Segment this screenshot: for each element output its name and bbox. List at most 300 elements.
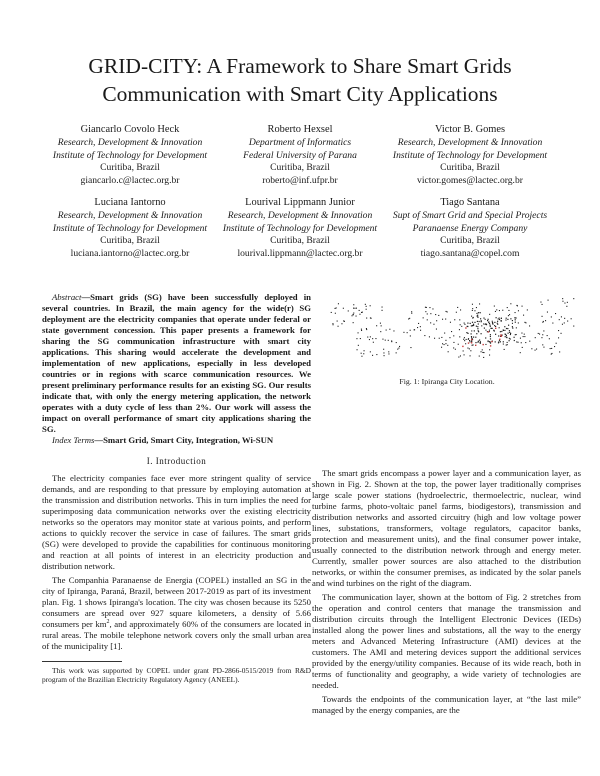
map-point [441, 337, 442, 338]
map-point [497, 324, 498, 325]
map-point [475, 337, 476, 338]
map-point [410, 335, 411, 336]
map-point [488, 322, 489, 323]
map-point [507, 328, 508, 329]
map-point [468, 339, 469, 340]
map-point [470, 341, 471, 342]
map-point [472, 322, 473, 323]
map-point [447, 345, 448, 346]
map-point [501, 331, 502, 332]
map-point [363, 353, 364, 354]
map-point [489, 341, 490, 342]
map-point [482, 352, 483, 353]
map-point [335, 308, 336, 309]
map-point [332, 323, 333, 324]
map-point [473, 344, 474, 345]
map-point [510, 334, 511, 335]
map-point [372, 355, 373, 356]
map-point [543, 347, 544, 348]
map-point [559, 319, 560, 320]
map-point [382, 307, 383, 308]
map-point [514, 337, 515, 338]
map-point [348, 310, 349, 311]
map-point [554, 346, 555, 347]
author-email: roberto@inf.ufpr.br [262, 174, 338, 186]
map-point [480, 318, 481, 319]
map-point [561, 316, 562, 317]
map-point [459, 319, 460, 320]
map-point [362, 312, 363, 313]
map-point [388, 340, 389, 341]
map-point [567, 321, 568, 322]
map-point [380, 323, 381, 324]
map-point [481, 351, 482, 352]
map-point [500, 341, 501, 342]
map-point [473, 324, 474, 325]
map-point [503, 341, 504, 342]
map-highlight-point [501, 336, 502, 337]
map-point [478, 341, 479, 342]
map-point [541, 337, 542, 338]
map-point [376, 325, 377, 326]
map-point [427, 319, 428, 320]
author-city: Curitiba, Brazil [440, 235, 500, 247]
map-point [477, 317, 478, 318]
map-point [353, 314, 354, 315]
map-point [478, 323, 479, 324]
map-point [522, 347, 523, 348]
map-point [509, 340, 510, 341]
map-point [495, 311, 496, 312]
map-point [434, 338, 435, 339]
map-point [518, 310, 519, 311]
map-point [515, 317, 516, 318]
map-highlight-point [483, 344, 484, 345]
map-point [515, 322, 516, 323]
map-point [499, 327, 500, 328]
map-point [485, 344, 486, 345]
map-point [467, 333, 468, 334]
map-highlight-point [490, 345, 491, 346]
map-point [481, 321, 482, 322]
figure-1-caption: Fig. 1: Ipiranga City Location. [399, 377, 495, 386]
map-point [459, 329, 460, 330]
map-point [485, 319, 486, 320]
map-point [542, 316, 543, 317]
map-point [360, 338, 361, 339]
map-point [543, 321, 544, 322]
map-point [551, 316, 552, 317]
intro-p2-text: The Companhia Paranaense de Energia (COPEL) installed an SG in the city of Ipiranga, Paraná, Brazil, between 2017-2019 as part of its investment plan. Fig. 1 shows Ipiranga's location. The city was chosen because its 5250 consumers are spread over 927 square kilometers, a density of 5.66 consumers per km [42, 575, 311, 629]
map-point [539, 334, 540, 335]
map-point [508, 325, 509, 326]
map-highlight-point [500, 334, 501, 335]
map-point [545, 320, 546, 321]
map-point [382, 339, 383, 340]
map-point [497, 321, 498, 322]
map-point [490, 336, 491, 337]
map-point [364, 350, 365, 351]
map-point [564, 322, 565, 323]
map-point [366, 309, 367, 310]
map-point [542, 304, 543, 305]
map-point [356, 308, 357, 309]
map-point [490, 325, 491, 326]
map-point [464, 340, 465, 341]
author-city: Curitiba, Brazil [440, 162, 500, 174]
map-point [556, 343, 557, 344]
map-point [375, 338, 376, 339]
map-point [376, 354, 377, 355]
map-point [469, 348, 470, 349]
map-point [501, 318, 502, 319]
map-point [477, 326, 478, 327]
map-point [547, 335, 548, 336]
map-point [479, 303, 480, 304]
map-point [370, 336, 371, 337]
map-point [361, 353, 362, 354]
map-point [420, 326, 421, 327]
author-affiliation: Research, Development & Innovation [227, 210, 373, 222]
map-point [523, 336, 524, 337]
map-point [490, 326, 491, 327]
map-point [372, 338, 373, 339]
author-institution: Institute of Technology for Development [52, 149, 208, 161]
map-point [489, 330, 490, 331]
map-point [480, 343, 481, 344]
map-point [483, 323, 484, 324]
map-point [442, 319, 443, 320]
map-point [470, 350, 471, 351]
map-point [540, 302, 541, 303]
abstract [42, 292, 311, 435]
map-point [481, 333, 482, 334]
index-terms-text: —Smart Grid, Smart City, Integration, Wi-SUN [94, 435, 274, 445]
map-point [418, 323, 419, 324]
map-point [520, 352, 521, 353]
map-point [358, 345, 359, 346]
map-point [510, 318, 511, 319]
map-point [515, 312, 516, 313]
map-point [498, 341, 499, 342]
map-point [490, 334, 491, 335]
map-point [458, 357, 459, 358]
map-point [380, 331, 381, 332]
right-column [312, 468, 581, 716]
map-point [503, 344, 504, 345]
map-point [510, 303, 511, 304]
map-point [366, 318, 367, 319]
map-point [461, 326, 462, 327]
map-point [370, 351, 371, 352]
map-point [361, 329, 362, 330]
map-point [495, 326, 496, 327]
author-affiliation: Research, Development & Innovation [57, 210, 203, 222]
left-column [42, 292, 311, 684]
map-point [510, 338, 511, 339]
author-affiliation: Research, Development & Innovation [57, 137, 203, 149]
map-highlight-point [475, 345, 476, 346]
map-point [433, 324, 434, 325]
map-point [543, 330, 544, 331]
map-point [498, 335, 499, 336]
map-point [463, 350, 464, 351]
map-point [438, 315, 439, 316]
map-point [352, 315, 353, 316]
map-point [492, 328, 493, 329]
author-affiliation: Department of Informatics [248, 137, 352, 149]
map-point [409, 318, 410, 319]
map-point [489, 323, 490, 324]
map-point [331, 312, 332, 313]
map-point [446, 311, 447, 312]
map-point [444, 344, 445, 345]
map-point [490, 328, 491, 329]
map-point [478, 330, 479, 331]
map-point [453, 347, 454, 348]
map-point [366, 306, 367, 307]
map-highlight-point [495, 328, 496, 329]
map-point [471, 333, 472, 334]
map-point [507, 342, 508, 343]
map-point [407, 332, 408, 333]
author-city: Curitiba, Brazil [270, 235, 330, 247]
map-point [427, 313, 428, 314]
map-point [495, 334, 496, 335]
map-point [525, 342, 526, 343]
map-point [456, 312, 457, 313]
map-point [490, 343, 491, 344]
map-point [455, 349, 456, 350]
author-affiliation: Research, Development & Innovation [397, 137, 543, 149]
map-point [496, 309, 497, 310]
map-point [477, 321, 478, 322]
map-point [471, 336, 472, 337]
map-point [521, 342, 522, 343]
map-point [467, 326, 468, 327]
map-point [460, 355, 461, 356]
map-point [472, 345, 473, 346]
map-point [475, 342, 476, 343]
map-point [476, 307, 477, 308]
map-point [476, 326, 477, 327]
abstract-label: Abstract [52, 292, 82, 302]
map-point [444, 333, 445, 334]
map-point [471, 341, 472, 342]
author-city: Curitiba, Brazil [100, 235, 160, 247]
map-point [499, 318, 500, 319]
map-point [464, 337, 465, 338]
map-point [524, 336, 525, 337]
map-point [399, 346, 400, 347]
map-point [353, 308, 354, 309]
map-point [499, 310, 500, 311]
map-point [500, 331, 501, 332]
map-point [536, 349, 537, 350]
map-point [501, 320, 502, 321]
map-point [464, 354, 465, 355]
map-point [366, 328, 367, 329]
map-point [466, 339, 467, 340]
map-point [474, 322, 475, 323]
map-point [420, 330, 421, 331]
body-paragraph-1: The smart grids encompass a power layer and a communication layer, as shown in Fig. 2. Shown at the top, the power layer traditionally comprises large scale power stations (hydroelectric, thermoelectric, nuclear, wind turbine farms, photo-voltaic panel farms, biodigestors), transmission and distribution networks and assorted circuitry (high and low voltage power lines, substations, transformers, voltage regulators, capacitor banks, protection and measurement units), and the final consumer power intake, usually connected to the distribution network through and energy meter. Currently, smaller power sources are also attached to the distribution networks, or within the consumer premises, as indicated by the solar panels and wind turbines on the right of the diagram. [312, 468, 581, 588]
map-point [562, 298, 563, 299]
map-point [506, 328, 507, 329]
map-point [518, 342, 519, 343]
map-point [506, 335, 507, 336]
map-point [441, 347, 442, 348]
map-point [516, 341, 517, 342]
map-point [336, 307, 337, 308]
title-line-1: GRID-CITY: A Framework to Share Smart Grids [88, 54, 512, 78]
map-point [353, 322, 354, 323]
map-point [564, 303, 565, 304]
map-point [341, 323, 342, 324]
author-city: Curitiba, Brazil [270, 162, 330, 174]
author-institution: Institute of Technology for Development [52, 222, 208, 234]
map-point [410, 347, 411, 348]
map-point [359, 314, 360, 315]
map-point [551, 353, 552, 354]
map-point [571, 318, 572, 319]
map-point [386, 330, 387, 331]
author-name: Lourival Lippmann Junior [245, 197, 355, 208]
map-point [343, 320, 344, 321]
map-point [523, 315, 524, 316]
intro-paragraph-2 [42, 575, 311, 652]
map-point [512, 326, 513, 327]
map-point [488, 319, 489, 320]
author-institution: Paranaense Energy Company [412, 222, 528, 234]
map-point [373, 342, 374, 343]
map-point [435, 314, 436, 315]
map-point [382, 310, 383, 311]
map-point [485, 337, 486, 338]
map-point [411, 311, 412, 312]
abstract-text: —Smart grids (SG) have been successfully deployed in several countries. In Brazil, the main agency for the wide(r) SG deployment are the electricity companies that operate under federal or state government concession. This paper presents a framework for sharing the SG communication infrastructure with smart city applications. This sharing would accelerate the development and implementation of new applications, especially in less developed countries or in regions with scarce communication resources. We present preliminary performance results for an existing SG. Our results indicate that, with only the energy metering application, the network operates with a duty cycle of less than 2%. Our work will assess the impact on overall performance of smart city applications sharing the SG. [42, 292, 311, 434]
map-point [460, 324, 461, 325]
map-point [555, 313, 556, 314]
map-point [411, 313, 412, 314]
map-point [479, 340, 480, 341]
map-point [424, 335, 425, 336]
map-point [520, 338, 521, 339]
map-point [436, 329, 437, 330]
map-point [470, 323, 471, 324]
map-point [564, 318, 565, 319]
map-point [417, 327, 418, 328]
map-point [559, 351, 560, 352]
map-point [472, 304, 473, 305]
author-institution: Institute of Technology for Development [222, 222, 378, 234]
map-point [482, 349, 483, 350]
title-line-2: Communication with Smart City Applications [102, 82, 498, 106]
author-3 [370, 124, 570, 187]
map-point [479, 356, 480, 357]
map-point [549, 338, 550, 339]
map-point [516, 327, 517, 328]
map-point [370, 305, 371, 306]
map-point [432, 308, 433, 309]
map-point [558, 337, 559, 338]
map-point [445, 343, 446, 344]
map-point [477, 316, 478, 317]
map-point [531, 348, 532, 349]
map-point [550, 348, 551, 349]
map-point [507, 344, 508, 345]
map-point [483, 357, 484, 358]
map-point [506, 337, 507, 338]
author-institution: Federal University of Parana [243, 149, 357, 161]
map-point [423, 317, 424, 318]
map-point [353, 313, 354, 314]
map-point [367, 337, 368, 338]
map-point [535, 337, 536, 338]
map-point [472, 317, 473, 318]
map-point [485, 330, 486, 331]
map-point [499, 319, 500, 320]
map-point [562, 301, 563, 302]
intro-paragraph-1: The electricity companies face ever more stringent quality of service demands, and are responding to that pressure by employing automation at the transmission and distribution networks. This in turn implies the need for superimposing data communication networks over the existing electricity networks so the operators may monitor state at various points, and perform actions to quickly recover the service in case of failures. The smart grids (SG) were developed to provide the capabilities for continuous monitoring and reaction at all points of interest in an electricity production and distribution network. [42, 473, 311, 571]
map-point [504, 330, 505, 331]
map-point [505, 320, 506, 321]
map-point [478, 312, 479, 313]
map-point [502, 310, 503, 311]
map-point [447, 311, 448, 312]
map-point [492, 322, 493, 323]
map-point [388, 353, 389, 354]
map-point [451, 331, 452, 332]
map-point [508, 310, 509, 311]
map-point [384, 355, 385, 356]
map-point [510, 333, 511, 334]
map-point [425, 311, 426, 312]
map-point [495, 341, 496, 342]
map-point [524, 322, 525, 323]
map-point [383, 349, 384, 350]
map-point [538, 333, 539, 334]
map-point [477, 328, 478, 329]
map-point [509, 330, 510, 331]
map-point [485, 324, 486, 325]
map-point [492, 321, 493, 322]
map-point [535, 350, 536, 351]
map-point [388, 351, 389, 352]
map-highlight-point [465, 327, 466, 328]
map-point [445, 319, 446, 320]
author-email: tiago.santana@copel.com [420, 247, 520, 259]
map-point [486, 324, 487, 325]
paper-title [30, 52, 570, 108]
map-point [505, 336, 506, 337]
map-point [474, 310, 475, 311]
map-point [487, 320, 488, 321]
body-paragraph-3: Towards the endpoints of the communication layer, at “the last mile” managed by the energy companies, are the [312, 694, 581, 715]
author-email: giancarlo.c@lactec.org.br [80, 174, 180, 186]
map-point [516, 334, 517, 335]
map-point [508, 315, 509, 316]
map-point [403, 332, 404, 333]
map-point [512, 323, 513, 324]
map-point [479, 321, 480, 322]
map-point [465, 343, 466, 344]
map-point [496, 317, 497, 318]
map-point [497, 323, 498, 324]
map-point [505, 334, 506, 335]
map-point [463, 339, 464, 340]
map-point [338, 303, 339, 304]
